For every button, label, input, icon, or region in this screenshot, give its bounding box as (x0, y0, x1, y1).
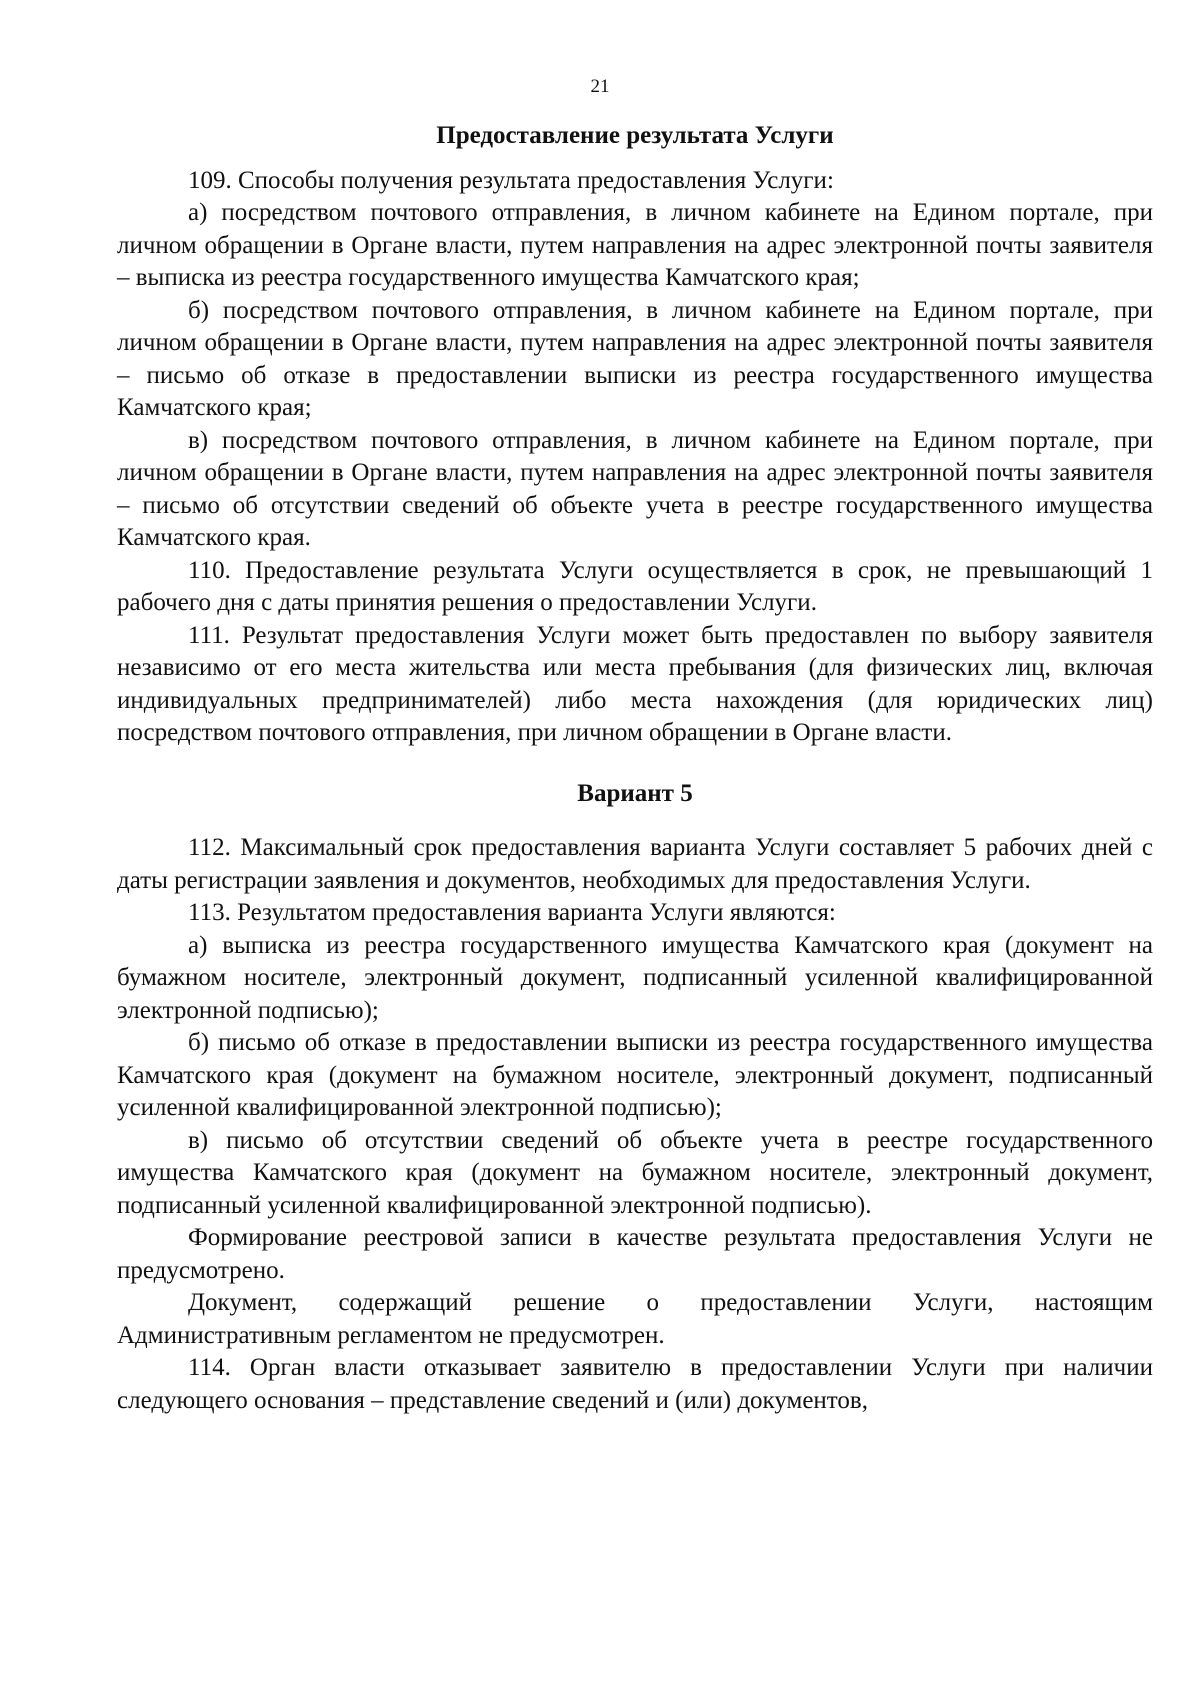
page-number: 21 (590, 76, 610, 97)
paragraph: 110. Предоставление результата Услуги осуществляется в срок, не превышающий 1 рабочего дня с даты принятия решения о предоставлении Услуги. (117, 556, 1153, 616)
section-heading-variant-5: Вариант 5 (577, 779, 693, 807)
paragraph: 109. Способы получения результата предоставления Услуги: (188, 166, 834, 194)
paragraph: б) посредством почтового отправления, в личном кабинете на Едином портале, при личном обращении в Органе власти, путем направления на адрес электронной почты заявителя – письмо об отказе в предоставлении выписки из реестра государственного имущества Камчатского края; (117, 296, 1153, 421)
paragraph: 113. Результатом предоставления варианта Услуги являются: (188, 899, 836, 926)
section-heading-result: Предоставление результата Услуги (436, 122, 834, 149)
paragraph: 114. Орган власти отказывает заявителю в предоставлении Услуги при наличии следующего основания – представление сведений и (или) документов, (117, 1354, 1153, 1414)
paragraph: Документ, содержащий решение о предоставлении Услуги, настоящим Административным регламентом не предусмотрен. (117, 1289, 1153, 1349)
paragraph: в) посредством почтового отправления, в личном кабинете на Едином портале, при личном обращении в Органе власти, путем направления на адрес электронной почты заявителя – письмо об отсутствии сведений об объекте учета в реестре государственного имущества Камчатского края. (117, 426, 1153, 551)
paragraph: б) письмо об отказе в предоставлении выписки из реестра государственного имущества Камчатского края (документ на бумажном носителе, электронный документ, подписанный усиленной квалифицированной электронной подписью); (117, 1029, 1153, 1121)
document-body (117, 120, 1153, 1417)
paragraph: Формирование реестровой записи в качестве результата предоставления Услуги не предусмотрено. (117, 1224, 1153, 1284)
paragraph: 111. Результат предоставления Услуги может быть предоставлен по выбору заявителя независимо от его места жительства или места пребывания (для физических лиц, включая индивидуальных предпринимателей) либо места нахождения (для юридических лиц) посредством почтового отправления, при личном обращении в Органе власти. (117, 621, 1153, 746)
paragraph: а) посредством почтового отправления, в личном кабинете на Едином портале, при личном обращении в Органе власти, путем направления на адрес электронной почты заявителя – выписка из реестра государственного имущества Камчатского края; (117, 199, 1153, 291)
paragraph: 112. Максимальный срок предоставления варианта Услуги составляет 5 рабочих дней с даты регистрации заявления и документов, необходимых для предоставления Услуги. (117, 834, 1153, 894)
paragraph: в) письмо об отсутствии сведений об объекте учета в реестре государственного имущества Камчатского края (документ на бумажном носителе, электронный документ, подписанный усиленной квалифицированной электронной подписью). (117, 1126, 1153, 1219)
paragraph: а) выписка из реестра государственного имущества Камчатского края (документ на бумажном носителе, электронный документ, подписанный усиленной квалифицированной электронной подписью); (117, 931, 1153, 1024)
